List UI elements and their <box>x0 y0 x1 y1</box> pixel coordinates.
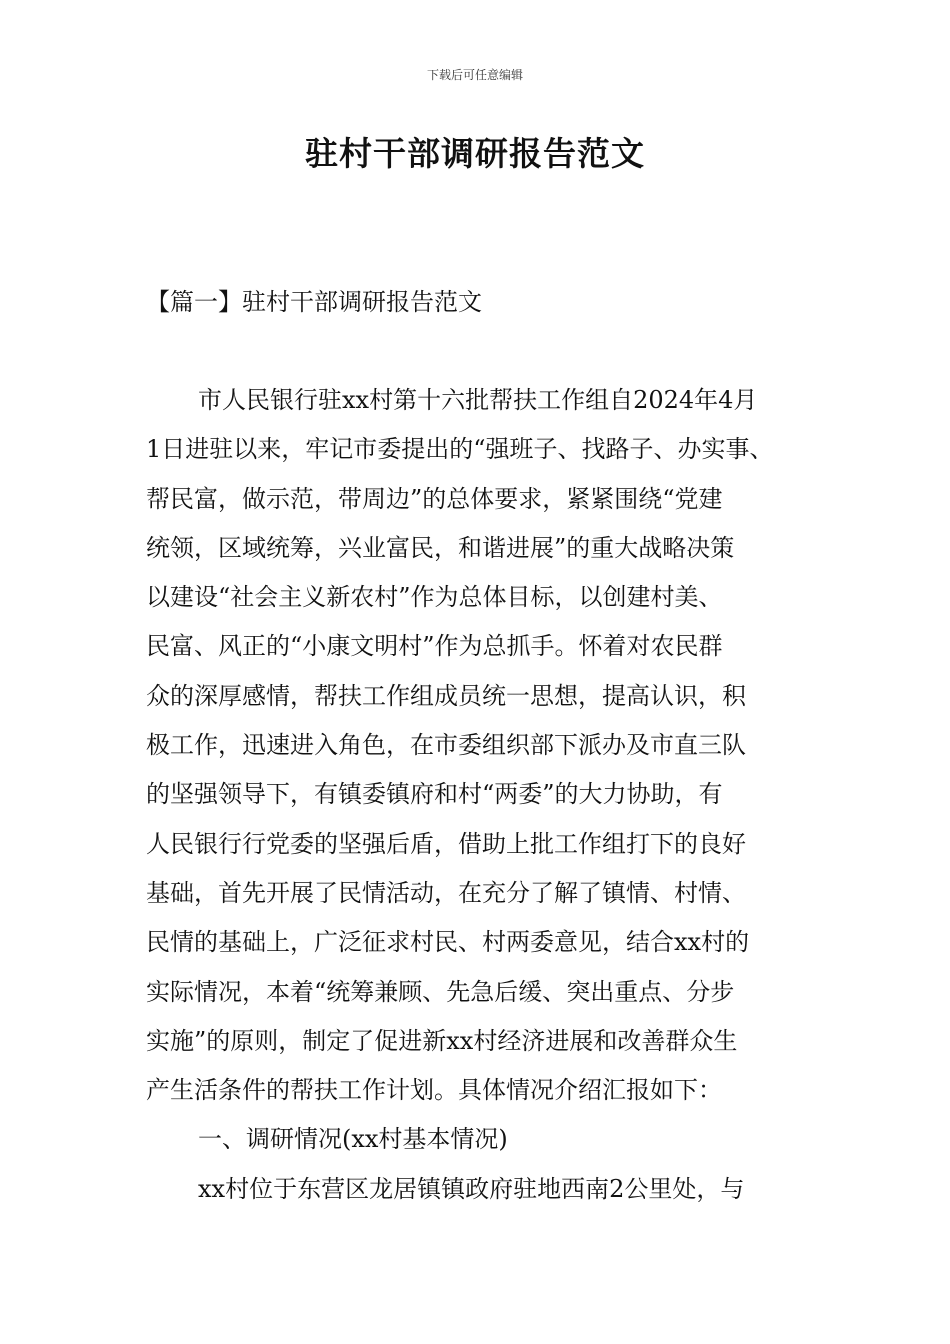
subheading: 一、调研情况(xx村基本情况) <box>198 1125 508 1154</box>
paragraph-line: xx村位于东营区龙居镇镇政府驻地西南2公里处，与 <box>198 1174 745 1203</box>
header-note: 下载后可任意编辑 <box>426 68 523 82</box>
paragraph-line: 市人民银行驻xx村第十六批帮扶工作组自2024年4月 <box>198 386 758 414</box>
paragraph-line: 1日进驻以来，牢记市委提出的“强班子、找路子、办实事、 <box>146 435 774 464</box>
paragraph-line: 帮民富，做示范，带周边”的总体要求，紧紧围绕“党建 <box>146 484 723 513</box>
paragraph-line: 众的深厚感情，帮扶工作组成员统一思想，提高认识，积 <box>146 681 746 710</box>
paragraph-line: 实际情况，本着“统筹兼顾、先急后缓、突出重点、分步 <box>146 977 735 1006</box>
section-heading: 【篇一】驻村干部调研报告范文 <box>146 288 482 316</box>
paragraph-line: 统领，区域统筹，兴业富民，和谐进展”的重大战略决策 <box>146 533 735 562</box>
paragraph-line: 以建设“社会主义新农村”作为总体目标，以创建村美、 <box>146 583 723 612</box>
paragraph-line: 实施”的原则，制定了促进新xx村经济进展和改善群众生 <box>146 1026 738 1055</box>
paragraph-line: 民情的基础上，广泛征求村民、村两委意见，结合xx村的 <box>146 928 750 957</box>
paragraph-line: 人民银行行党委的坚强后盾，借助上批工作组打下的良好 <box>146 829 746 858</box>
document-title: 驻村干部调研报告范文 <box>305 134 645 173</box>
paragraph-line: 的坚强领导下，有镇委镇府和村“两委”的大力协助，有 <box>146 780 723 809</box>
paragraph-line: 极工作，迅速进入角色，在市委组织部下派办及市直三队 <box>146 731 746 760</box>
paragraph-line: 基础，首先开展了民情活动，在充分了解了镇情、村情、 <box>146 878 746 907</box>
paragraph-line: 民富、风正的“小康文明村”作为总抓手。怀着对农民群 <box>146 632 723 661</box>
paragraph-line: 产生活条件的帮扶工作计划。具体情况介绍汇报如下： <box>146 1076 722 1105</box>
body-text <box>146 376 826 1214</box>
